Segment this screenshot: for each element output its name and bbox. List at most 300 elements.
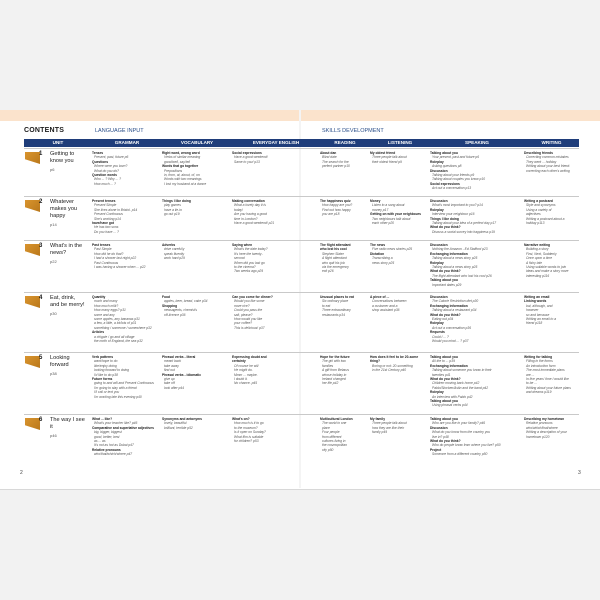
cell-reading xyxy=(320,295,367,317)
vocabulary-line: Words that go together xyxy=(162,164,199,169)
reading-line: via the emergency xyxy=(322,265,349,270)
everyday-line: How much is it to go xyxy=(234,421,264,426)
grammar-line: How much ... ? xyxy=(94,181,116,186)
vocabulary-line: meant back xyxy=(164,359,182,364)
vocabulary-line: Words with two meanings xyxy=(164,177,202,182)
everyday-line: today! xyxy=(234,207,243,212)
page-number-right: 3 xyxy=(578,470,581,476)
unit-title-text: Whatever makes you happy xyxy=(50,199,78,219)
vocabulary-line: Phrasal verbs - idiomatic xyxy=(162,372,202,377)
everyday-line: to the cinema? xyxy=(234,265,256,270)
reading-line: exit p26 xyxy=(322,269,334,274)
unit-page-ref: p22 xyxy=(50,259,57,264)
writing-line: Narrative writing xyxy=(524,243,551,247)
grammar-line: Past tenses xyxy=(92,243,111,247)
writing-line: Describing friends xyxy=(524,151,553,155)
speaking-line: Important dates p29 xyxy=(432,282,462,287)
speaking-line: Talking about you xyxy=(430,417,458,421)
unit-row xyxy=(24,352,579,415)
listening-line: shop assistant p36 xyxy=(372,308,400,313)
cell-speaking xyxy=(430,355,521,408)
everyday-line: more rice? xyxy=(234,303,250,308)
speaking-line: Discussion xyxy=(430,168,448,173)
writing-line: An introduction form xyxy=(526,363,556,368)
speaking-line: Roleplay xyxy=(430,321,444,326)
speaking-line: Requests xyxy=(430,330,445,335)
reading-line: Stephen Slater xyxy=(322,251,344,256)
everyday-line: time in London? xyxy=(234,216,258,221)
writing-line: Linking words xyxy=(524,299,547,304)
listening-line: How does it feel to be 20-some xyxy=(370,355,419,359)
reading-line: Four people xyxy=(322,430,340,435)
grammar-line: Relative pronouns xyxy=(92,447,121,452)
writing-line: adjectives xyxy=(526,212,541,217)
writing-line: to be ... xyxy=(526,381,537,386)
vocabulary-line: off-licence p36 xyxy=(164,312,186,317)
speaking-line: Act out a conversation p36 xyxy=(432,325,472,330)
reading-line: The happiness quiz xyxy=(320,199,351,203)
cell-reading xyxy=(320,417,367,452)
reading-line: to eat xyxy=(322,303,331,308)
unit-title xyxy=(50,295,86,317)
everyday-line: When did you last go xyxy=(234,260,265,265)
col-header-writing: WRITING xyxy=(541,140,562,145)
speaking-line: Your present, past and future p6 xyxy=(432,155,480,160)
everyday-line: He might do. xyxy=(234,368,253,373)
grammar-line: Articles xyxy=(92,330,105,335)
listening-line: thing? xyxy=(370,359,381,364)
grammar-line: Who ... ? Why ... ? xyxy=(94,177,122,182)
cell-everyday xyxy=(232,151,317,164)
grammar-line: some apples, any bananas p31 xyxy=(94,317,140,322)
grammar-line: Present Continuous xyxy=(94,212,123,217)
cell-vocabulary xyxy=(162,295,229,317)
table-header xyxy=(24,139,579,147)
reading-line: city p50 xyxy=(322,447,334,452)
cell-reading xyxy=(320,355,367,386)
vocabulary-line: Synonyms and antonyms xyxy=(162,417,202,421)
everyday-line: Would you like some xyxy=(234,299,265,304)
cell-everyday xyxy=(232,243,317,274)
everyday-line: salt, please? xyxy=(234,312,253,317)
unit-number: 3 xyxy=(39,243,43,249)
grammar-line: She lives alone in Bristol. p14 xyxy=(94,207,138,212)
listening-line: My oldest friend xyxy=(370,151,396,155)
writing-line: Style and synonyms xyxy=(526,203,556,208)
reading-line: About dan xyxy=(320,151,337,155)
vocabulary-line: work hard p29 xyxy=(164,256,185,261)
reading-line: Blind date xyxy=(322,155,337,160)
speaking-line: What do you think? xyxy=(430,439,461,444)
grammar-line: the north of England, the sea p32 xyxy=(94,339,143,344)
reading-line: whose holiday in xyxy=(322,372,347,377)
vocabulary-line: Adverbs xyxy=(162,243,176,247)
unit-number: 4 xyxy=(39,295,43,301)
speaking-line: What's most important to you? p14 xyxy=(432,203,483,208)
writing-line: however xyxy=(526,308,539,313)
reading-line: A gift from Belarus xyxy=(322,368,349,373)
unit-page-ref: p46 xyxy=(50,433,57,438)
listening-line: how they are like their xyxy=(372,425,405,430)
speaking-line: live in? p48 xyxy=(432,434,449,439)
grammar-line: Where were you born? xyxy=(94,164,128,169)
listening-line: Money xyxy=(370,199,381,203)
grammar-line: He has two sons xyxy=(94,225,119,230)
reading-line: A flight attendant xyxy=(322,256,347,261)
unit-title xyxy=(50,199,86,228)
grammar-line: It's not as hot as Dubai p47 xyxy=(94,443,134,448)
everyday-line: I doubt it. xyxy=(234,377,248,382)
everyday-line: This is delicious! p37 xyxy=(234,325,265,330)
speaking-line: Who are you like in your family? p46 xyxy=(432,421,486,426)
unit-badge-icon xyxy=(25,355,43,368)
cell-grammar xyxy=(92,151,159,186)
reading-line: Ireland changed xyxy=(322,377,346,382)
speaking-line: Talking about someone you know in their xyxy=(432,368,492,373)
grammar-line: Questions xyxy=(92,159,109,164)
vocabulary-line: Phrasal verbs - literal xyxy=(162,355,196,359)
grammar-line: good, better, best xyxy=(94,434,120,439)
everyday-line: Of course he will xyxy=(234,363,259,368)
listening-line: Dictation xyxy=(370,251,385,256)
cell-reading xyxy=(320,243,367,274)
listening-line: Getting on with your neighbours xyxy=(370,212,421,217)
speaking-line: twenties p41 xyxy=(432,372,451,377)
vocabulary-line: lovely, beautiful xyxy=(164,421,187,426)
vocabulary-line: good/well, say/tell xyxy=(164,159,191,164)
unit-page-ref: p6 xyxy=(50,167,55,172)
everyday-line: certainty xyxy=(232,359,246,364)
reading-line: How happy are you? xyxy=(322,203,353,208)
writing-line: Writing a postcard xyxy=(524,199,553,203)
speaking-line: Would you mind ... ? p37 xyxy=(432,339,469,344)
grammar-line: Present tenses xyxy=(92,199,116,203)
everyday-line: second xyxy=(234,256,245,261)
everyday-line: Making conversation xyxy=(232,199,265,203)
unit-badge-icon xyxy=(25,243,43,256)
writing-line: Relative pronouns xyxy=(526,421,553,426)
cell-grammar xyxy=(92,417,159,457)
writing-line: Writing a description of your xyxy=(526,430,567,435)
grammar-line: How many eggs? p31 xyxy=(94,308,126,313)
grammar-line: How much milk? xyxy=(94,303,119,308)
unit-number: 2 xyxy=(39,199,43,205)
writing-line: ideas and make a story more xyxy=(526,269,569,274)
reading-line: restaurants p34 xyxy=(322,312,345,317)
everyday-line: Is it open on Sunday? xyxy=(234,430,266,435)
speaking-line: Talking about your friends p9 xyxy=(432,173,475,178)
speaking-line: Discussion xyxy=(430,199,448,203)
reading-line: you are p18 xyxy=(322,212,340,217)
cell-writing xyxy=(524,243,576,278)
everyday-line: Could you pass the xyxy=(234,308,263,313)
speaking-line: Talking about your idea of a perfect day p17 xyxy=(432,221,497,226)
grammar-line: Future forms xyxy=(92,377,113,382)
reading-line: her life p42 xyxy=(322,381,339,386)
writing-line: Describing my hometown xyxy=(524,417,565,421)
grammar-line: a few, a little, a lot/lots of p31 xyxy=(94,321,137,326)
everyday-line: to the museum? xyxy=(234,425,258,430)
everyday-line: Have a good weekend! p21 xyxy=(234,221,275,226)
reading-line: Multicultural London xyxy=(320,417,353,421)
listening-line: Conversations between xyxy=(372,299,407,304)
grammar-line: Verb patterns xyxy=(92,355,114,359)
grammar-line: What ... like? xyxy=(92,417,113,421)
listening-line: news story p25 xyxy=(372,260,395,265)
vocabulary-line: look after p44 xyxy=(164,385,184,390)
unit-row xyxy=(24,240,579,293)
vocabulary-line: Right word, wrong word xyxy=(162,151,200,155)
unit-title xyxy=(50,151,86,173)
speaking-line: Asking questions p8 xyxy=(432,164,462,169)
reading-line: The world in one xyxy=(322,421,347,426)
writing-line: interesting p116 xyxy=(526,273,550,278)
speaking-line: What do you think? xyxy=(430,225,461,230)
unit-page-ref: p38 xyxy=(50,371,57,376)
speaking-line: Talking about a news story p25 xyxy=(432,265,478,270)
grammar-line: What do you do? xyxy=(94,168,119,173)
unit-number: 6 xyxy=(39,417,43,423)
vocabulary-line: drive carefully xyxy=(164,247,185,252)
speaking-line: What do you think? xyxy=(430,269,461,274)
grammar-line: Present, past, future p6 xyxy=(94,155,129,160)
speaking-line: Interview your neighbour p16 xyxy=(432,212,475,217)
cell-grammar xyxy=(92,199,159,234)
vocabulary-line: take off xyxy=(164,381,175,386)
cell-listening xyxy=(370,151,427,164)
listening-line: Three people talk about xyxy=(372,155,407,160)
unit-row xyxy=(24,148,579,197)
everyday-line: Saying when xyxy=(232,243,253,247)
section-language-input: LANGUAGE INPUT xyxy=(95,128,144,134)
grammar-line: I'm going to stay with a friend xyxy=(94,385,137,390)
speaking-line: Roleplay xyxy=(430,159,444,164)
cell-vocabulary xyxy=(162,417,229,430)
listening-line: Five radio news stories p25 xyxy=(372,247,413,252)
cell-listening xyxy=(370,295,427,313)
listening-line: The news xyxy=(370,243,386,247)
speaking-line: Roleplay xyxy=(430,260,444,265)
cell-vocabulary xyxy=(162,355,229,390)
writing-line: Writing for talking xyxy=(524,355,553,359)
vocabulary-line: brilliant, terrible p52 xyxy=(164,425,193,430)
grammar-line: a chippie / go and all village xyxy=(94,334,135,339)
vocabulary-line: I lost my husband at a dance xyxy=(164,181,207,186)
cell-listening xyxy=(370,417,427,435)
writing-line: and dreams p119 xyxy=(526,390,552,395)
listening-line: My family xyxy=(370,417,386,421)
grammar-line: some and any xyxy=(94,312,115,317)
grammar-line: She's working p14 xyxy=(94,216,121,221)
listening-line: in the 21st Century p40 xyxy=(372,368,407,373)
unit-page-ref: p30 xyxy=(50,311,57,316)
writing-line: correcting each other's writing xyxy=(526,168,570,173)
vocabulary-line: Shopping xyxy=(162,303,178,308)
everyday-line: Same to you! p13 xyxy=(234,159,260,164)
cell-reading xyxy=(320,199,367,217)
unit-title xyxy=(50,417,86,439)
cell-reading xyxy=(320,151,367,169)
listening-line: Boring or not: 20-something xyxy=(372,363,413,368)
listening-line: family p49 xyxy=(372,430,388,435)
cell-vocabulary xyxy=(162,151,229,186)
speaking-line: Someone from a different country p50 xyxy=(432,452,488,457)
writing-line: so and because xyxy=(526,312,550,317)
grammar-line: Tenses xyxy=(92,151,104,155)
writing-line: First, Next, Suddenly xyxy=(526,251,557,256)
unit-number: 5 xyxy=(39,355,43,361)
everyday-line: Can you come for dinner? xyxy=(232,295,273,299)
unit-title-text: The way I see it xyxy=(50,417,85,430)
speaking-line: Social expressions xyxy=(430,181,460,186)
speaking-line: Talking about a restaurant p34 xyxy=(432,308,477,313)
grammar-line: I'm working late this evening p40 xyxy=(94,394,142,399)
speaking-line: Could I ... ? xyxy=(432,334,449,339)
col-header-speaking: SPEAKING xyxy=(465,140,489,145)
reading-line: who lost his cool xyxy=(320,247,347,252)
reading-line: families xyxy=(322,363,334,368)
speaking-line: Roleplay xyxy=(430,207,444,212)
everyday-line: Mmm ... maybe. xyxy=(234,372,258,377)
vocabulary-line: in, from, at, about, of, on xyxy=(164,173,200,178)
speaking-line: Discuss a social survey into happiness p19 xyxy=(432,229,495,234)
grammar-line: something / someone / somewhere p32 xyxy=(94,325,152,330)
reading-line: from different xyxy=(322,434,342,439)
writing-line: Correcting common mistakes xyxy=(526,155,569,160)
reading-line: The girl with two xyxy=(322,359,346,364)
speaking-line: Who do people know from where you live? p50 xyxy=(432,443,501,448)
writing-line: Using suitable words to join xyxy=(526,265,567,270)
vocabulary-line: find out xyxy=(164,368,175,373)
cell-vocabulary xyxy=(162,199,229,217)
writing-line: Once upon a time xyxy=(526,256,553,261)
speaking-line: Discussion xyxy=(430,295,448,299)
grammar-line: Past Simple xyxy=(94,247,112,252)
speaking-line: The flight attendant who lost his cool p26 xyxy=(432,273,492,278)
vocabulary-line: apples, beer, bread, cake p34 xyxy=(164,299,208,304)
speaking-line: Roleplay xyxy=(430,390,444,395)
grammar-line: looking forward to doing xyxy=(94,368,130,373)
grammar-line: How did he do that? xyxy=(94,251,124,256)
listening-line: Two neighbours talk about xyxy=(372,216,411,221)
listening-line: each other p20 xyxy=(372,221,394,226)
grammar-line: Comparative and superlative adjectives xyxy=(92,425,154,430)
cell-writing xyxy=(524,355,576,395)
cell-writing xyxy=(524,295,576,326)
unit-badge-icon xyxy=(25,417,43,430)
writing-line: but, although, and xyxy=(526,303,553,308)
cell-writing xyxy=(524,199,576,225)
listening-line: money p17 xyxy=(372,207,389,212)
vocabulary-line: Things I like doing xyxy=(162,199,191,203)
cell-everyday xyxy=(232,417,317,443)
vocabulary-line: Food xyxy=(162,295,171,299)
unit-title-text: Looking forward xyxy=(50,355,70,368)
speaking-line: Talking about a news story p25 xyxy=(432,256,478,261)
speaking-line: Eating out p34 xyxy=(432,317,454,322)
everyday-line: Have a good weekend! xyxy=(234,155,268,160)
reading-line: Hope for the future xyxy=(320,355,350,359)
reading-line: The flight attendant xyxy=(320,243,351,247)
grammar-line: Past Continuous xyxy=(94,260,119,265)
everyday-line: What's on? xyxy=(232,417,250,421)
cell-everyday xyxy=(232,199,317,225)
section-skills-development: SKILLS DEVELOPMENT xyxy=(322,128,384,134)
speaking-line: Discussion xyxy=(430,425,448,430)
reading-line: Find out how happy xyxy=(322,207,351,212)
everyday-line: It's here the twenty- xyxy=(234,251,263,256)
writing-line: Filling in the forms xyxy=(526,359,553,364)
cell-speaking xyxy=(430,151,521,191)
reading-line: the cosmopolitan xyxy=(322,443,347,448)
cell-listening xyxy=(370,199,427,225)
speaking-line: Exchanging information xyxy=(430,251,468,256)
unit-title-text: Getting to know you xyxy=(50,151,75,164)
writing-line: A fishy tale xyxy=(526,260,543,265)
unit-title-text: Eat, drink, and be merry! xyxy=(50,295,85,308)
everyday-line: Social expressions xyxy=(232,151,262,155)
unit-row xyxy=(24,414,579,469)
grammar-line: What's your teacher like? p46 xyxy=(94,421,138,426)
vocabulary-line: play games xyxy=(164,203,181,208)
everyday-line: Two weeks ago p29 xyxy=(234,269,264,274)
col-header-unit: UNIT xyxy=(52,140,64,145)
page-number-left: 2 xyxy=(20,470,23,476)
grammar-line: like/enjoy doing xyxy=(94,363,117,368)
cell-grammar xyxy=(92,355,159,399)
writing-line: They went ... holiday xyxy=(526,159,557,164)
vocabulary-line: go out p19 xyxy=(164,212,180,217)
listening-line: A piece of ... xyxy=(370,295,390,299)
speaking-line: Project xyxy=(430,447,442,452)
reading-line: perfect partner p10 xyxy=(322,164,350,169)
speaking-line: What do you think? xyxy=(430,377,461,382)
unit-title xyxy=(50,355,86,377)
unit-title-text: What's in the news? xyxy=(50,243,83,256)
writing-line: are ... xyxy=(526,372,535,377)
everyday-line: your coffee? xyxy=(234,321,253,326)
speaking-line: What do you know from the country you xyxy=(432,430,491,435)
speaking-line: Act out a conversation p13 xyxy=(432,186,472,191)
grammar-line: big, bigger, biggest xyxy=(94,430,122,435)
vocabulary-line: newsagents, chemist's xyxy=(164,308,198,313)
cell-listening xyxy=(370,243,427,265)
speaking-line: All the to ... p39 xyxy=(432,359,455,364)
reading-line: Unusual places to eat xyxy=(320,295,354,299)
grammar-line: want/hope to do xyxy=(94,359,118,364)
unit-number: 1 xyxy=(39,151,43,157)
speaking-line: An interview with Pablo p42 xyxy=(432,394,473,399)
grammar-line: Do you have ... ? xyxy=(94,229,119,234)
cell-speaking xyxy=(430,417,521,457)
contents-title: CONTENTS xyxy=(24,127,65,134)
speaking-line: Talking about couples you know p10 xyxy=(432,177,486,182)
vocabulary-line: have a lie-in xyxy=(164,207,182,212)
grammar-line: Present Simple xyxy=(94,203,117,208)
writing-line: Writing an email xyxy=(524,295,550,299)
vocabulary-line: Prepositions xyxy=(164,168,183,173)
speaking-line: Exchanging information xyxy=(430,303,468,308)
grammar-line: I was having a shower when ... p22 xyxy=(94,265,146,270)
listening-line: their oldest friend p9 xyxy=(372,159,402,164)
writing-line: holiday p113 xyxy=(526,221,545,226)
listening-line: Listen to a song about xyxy=(372,203,405,208)
speaking-line: Children moving back home p42 xyxy=(432,381,480,386)
speaking-line: What do you think? xyxy=(430,312,461,317)
grammar-line: going to and will and Present Continuous xyxy=(94,381,154,386)
everyday-line: No chance. p45 xyxy=(234,381,258,386)
col-header-vocabulary: VOCABULARY xyxy=(180,140,214,145)
